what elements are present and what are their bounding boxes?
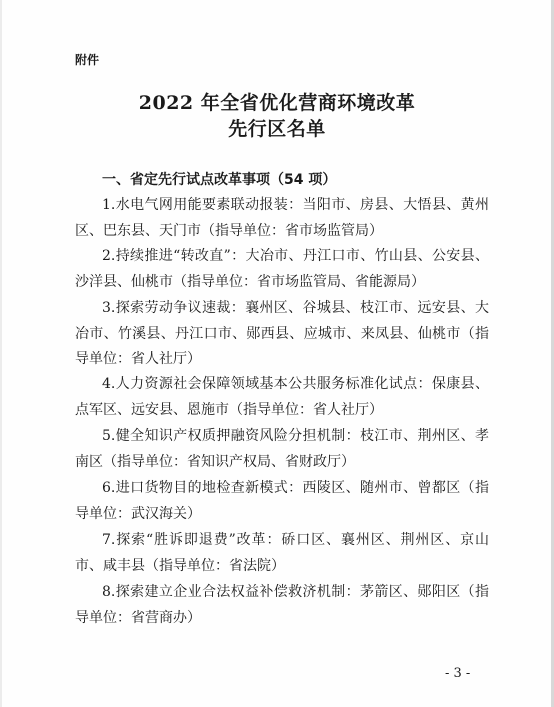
list-item-7: 7.探索“胜诉即退费”改革：硚口区、襄州区、荆州区、京山市、咸丰县（指导单位：省法院） <box>75 532 489 574</box>
list-item-4: 4.人力资源社会保障领域基本公共服务标准化试点：保康县、点军区、远安县、恩施市（指导单位：省人社厅） <box>75 376 489 418</box>
list-item-6: 6.进口货物目的地检查新模式：西陵区、随州市、曾都区（指导单位：武汉海关） <box>75 480 489 522</box>
section-heading: 一、省定先行试点改革事项（54 项） <box>102 172 337 188</box>
list-item-2: 2.持续推进“转改直”：大冶市、丹江口市、竹山县、公安县、沙洋县、仙桃市（指导单位：省市场监管局、省能源局） <box>75 248 489 290</box>
list-item-1: 1.水电气网用能要素联动报装：当阳市、房县、大悟县、黄州区、巴东县、天门市（指导单位：省市场监管局） <box>75 197 489 239</box>
list-item-3: 3.探索劳动争议速裁：襄州区、谷城县、枝江市、远安县、大冶市、竹溪县、丹江口市、郧西县、应城市、来凤县、仙桃市（指导单位：省人社厅） <box>75 300 489 367</box>
document-title-line-2: 先行区名单 <box>228 118 326 140</box>
list-item-8: 8.探索建立企业合法权益补偿救济机制：茅箭区、郧阳区（指导单位：省营商办） <box>75 584 489 626</box>
list-item-5: 5.健全知识产权质押融资风险分担机制：枝江市、荆州区、孝南区（指导单位：省知识产权局、省财政厅） <box>75 428 489 470</box>
attachment-label: 附件 <box>75 53 100 67</box>
document-title-line-1: 2022 年全省优化营商环境改革 <box>138 92 416 114</box>
page-number: - 3 - <box>445 666 471 681</box>
